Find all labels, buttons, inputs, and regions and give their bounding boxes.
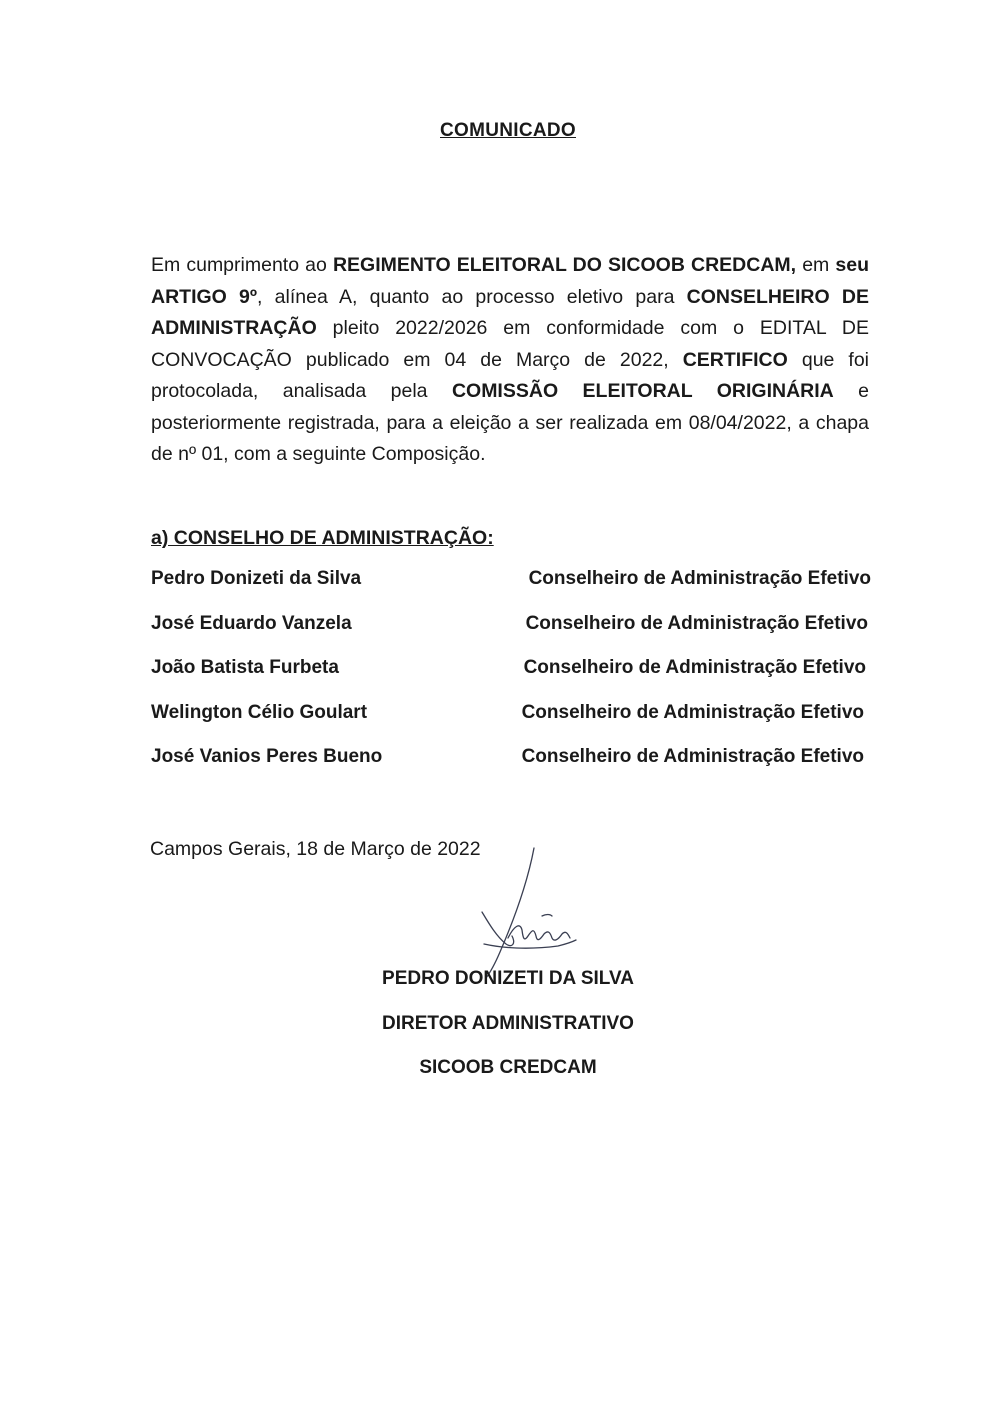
paragraph-segment: e posteriormente registrada, para a eleição a ser realizada em 08/04/2022, a chapa de nº 01, com a seguinte Composição. [151,380,869,465]
paragraph-segment: que foi protocolada, analisada pela [151,348,870,402]
member-row [151,568,871,613]
member-role: Conselheiro de Administração Efetivo [528,568,871,589]
member-role: Conselheiro de Administração Efetivo [525,612,868,634]
paragraph-bold-segment: seu ARTIGO 9º [151,254,869,308]
paragraph-segment: Em cumprimento ao [151,254,333,276]
member-name: Welington Célio Goulart [151,701,368,723]
member-name: Pedro Donizeti da Silva [151,568,362,589]
member-name: José Eduardo Vanzela [151,612,352,634]
paragraph-bold-segment: CERTIFICO [682,348,788,371]
member-role: Conselheiro de Administração Efetivo [521,701,864,723]
signatory-organization: SICOOB CREDCAM [419,1057,597,1078]
certification-paragraph [151,250,869,471]
signatory-position: DIRETOR ADMINISTRATIVO [382,1012,634,1034]
paragraph-segment: , alínea A, quanto ao processo eletivo para [257,285,687,308]
member-name: João Batista Furbeta [151,657,339,678]
member-row [151,613,871,658]
signatory-block [0,968,1000,1102]
member-row [151,702,871,747]
signatory-name: PEDRO DONIZETI DA SILVA [382,968,634,989]
members-list [151,568,871,791]
member-role: Conselheiro de Administração Efetivo [523,657,866,678]
member-name: José Vanios Peres Bueno [151,746,383,767]
place-date: Campos Gerais, 18 de Março de 2022 [150,838,481,860]
member-row [151,657,871,702]
member-role: Conselheiro de Administração Efetivo [521,746,864,767]
document-title: COMUNICADO [440,120,576,141]
handwritten-signature [462,840,592,980]
paragraph-segment: pleito 2022/2026 em conformidade com o EDITAL DE CONVOCAÇÃO publicado em 04 de Março de 2022, [151,317,869,371]
member-row [151,746,871,791]
paragraph-bold-segment: CONSELHEIRO DE ADMINISTRAÇÃO [151,285,869,339]
section-heading: a) CONSELHO DE ADMINISTRAÇÃO: [151,527,494,549]
paragraph-segment: em [796,254,836,276]
paragraph-bold-segment: REGIMENTO ELEITORAL DO SICOOB CREDCAM, [332,254,797,276]
paragraph-bold-segment: COMISSÃO ELEITORAL ORIGINÁRIA [451,380,834,402]
